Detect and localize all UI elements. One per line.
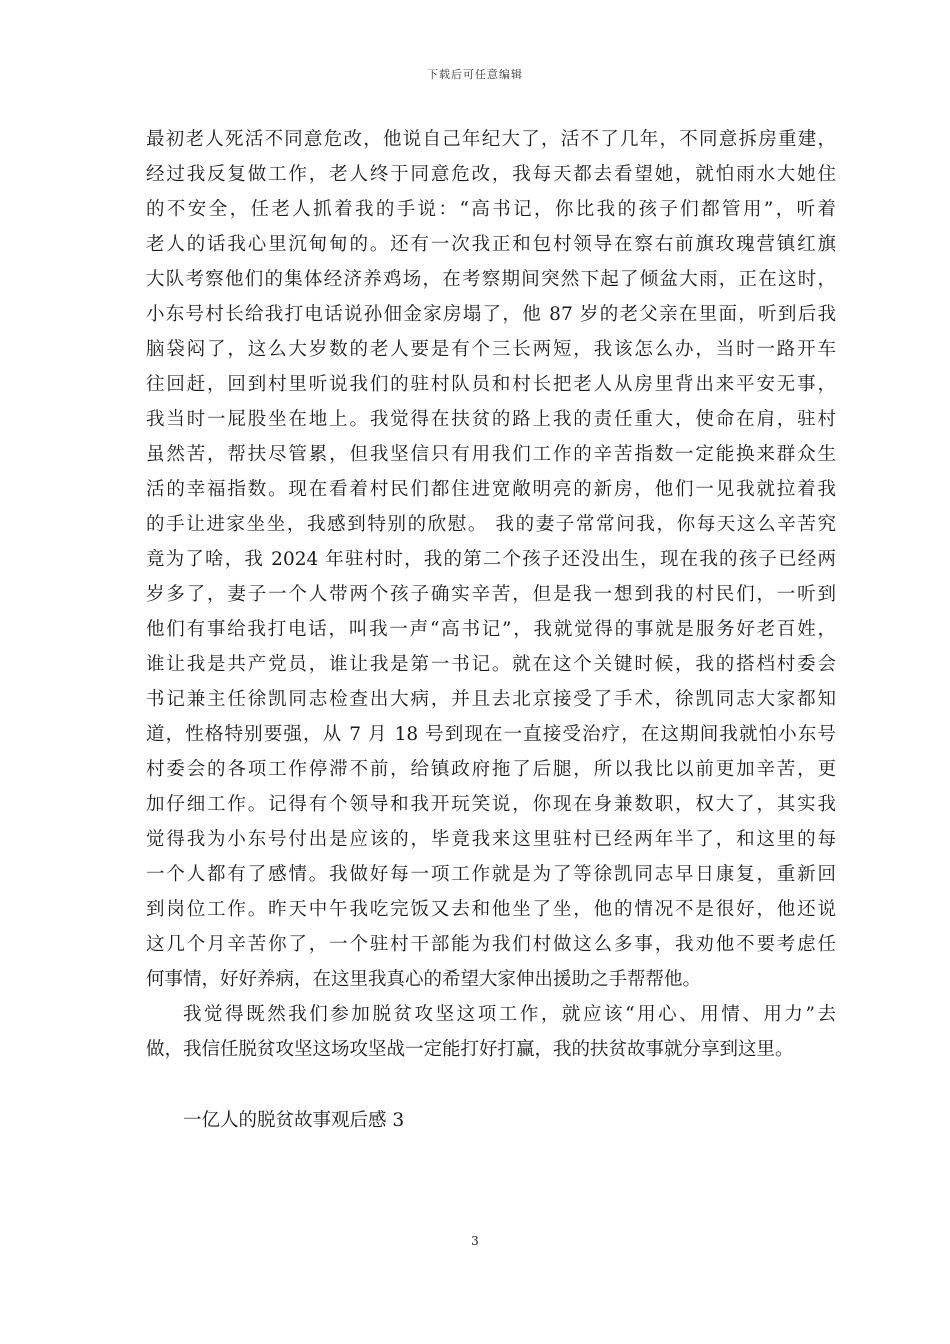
text-line: 何事情，好好养病，在这里我真心的希望大家伸出援助之手帮帮他。 [146,969,702,990]
text-line: 一个人都有了感情。我做好每一项工作就是为了等徐凯同志早日康复，重新回 [146,864,836,885]
paragraph-1 [146,122,836,997]
text-line: 虽然苦，帮扶尽管累，但我坚信只有用我们工作的辛苦指数一定能换来群众生 [146,444,836,465]
page-header: 下载后可任意编辑 [427,68,523,81]
text-line: 小东号村长给我打电话说孙佃金家房塌了，他 87 岁的老父亲在里面，听到后我 [146,304,836,325]
text-line: 道，性格特别要强，从 7 月 18 号到现在一直接受治疗，在这期间我就怕小东号 [146,724,836,745]
text-line: 的手让进家坐坐，我感到特别的欣慰。 我的妻子常常问我，你每天这么辛苦究 [146,514,836,535]
text-line: 经过我反复做工作，老人终于同意危改，我每天都去看望她，就怕雨水大她住 [146,164,836,185]
text-line: 最初老人死活不同意危改，他说自己年纪大了，活不了几年，不同意拆房重建， [146,129,836,150]
section-subtitle: 一亿人的脱贫故事观后感 3 [183,1110,405,1131]
text-line: 竟为了啥，我 2024 年驻村时，我的第二个孩子还没出生，现在我的孩子已经两 [146,549,836,570]
page-number: 3 [471,1234,479,1248]
paragraph-spacer [146,1067,836,1103]
text-line: 村委会的各项工作停滞不前，给镇政府拖了后腿，所以我比以前更加辛苦，更 [146,759,836,780]
text-line: 活的幸福指数。现在看着村民们都住进宽敞明亮的新房，他们一见我就拉着我 [146,479,836,500]
document-body [146,122,836,1138]
text-line: 到岗位工作。昨天中午我吃完饭又去和他坐了坐，他的情况不是很好，他还说 [146,899,836,920]
text-line: 岁多了，妻子一个人带两个孩子确实辛苦，但是我一想到我的村民们，一听到 [146,584,836,605]
text-line: 做，我信任脱贫攻坚这场攻坚战一定能打好打赢，我的扶贫故事就分享到这里。 [146,1039,794,1060]
text-line: 书记兼主任徐凯同志检查出大病，并且去北京接受了手术，徐凯同志大家都知 [146,689,836,710]
text-line: 我觉得既然我们参加脱贫攻坚这项工作，就应该“用心、用情、用力”去 [183,1004,836,1025]
text-line: 老人的话我心里沉甸甸的。还有一次我正和包村领导在察右前旗玫瑰营镇红旗 [146,234,836,255]
text-line: 脑袋闷了，这么大岁数的老人要是有个三长两短，我该怎么办，当时一路开车 [146,339,836,360]
text-line: 谁让我是共产党员，谁让我是第一书记。就在这个关键时候，我的搭档村委会 [146,654,836,675]
text-line: 大队考察他们的集体经济养鸡场，在考察期间突然下起了倾盆大雨，正在这时， [146,269,836,290]
text-line: 他们有事给我打电话，叫我一声“高书记”，我就觉得的事就是服务好老百姓， [146,619,836,640]
text-line: 这几个月辛苦你了，一个驻村干部能为我们村做这么多事，我劝他不要考虑任 [146,934,836,955]
text-line: 我当时一屁股坐在地上。我觉得在扶贫的路上我的责任重大，使命在肩，驻村 [146,409,836,430]
text-line: 觉得我为小东号付出是应该的，毕竟我来这里驻村已经两年半了，和这里的每 [146,829,836,850]
text-line: 往回赶，回到村里听说我们的驻村队员和村长把老人从房里背出来平安无事， [146,374,836,395]
paragraph-2 [146,997,836,1067]
text-line: 的不安全，任老人抓着我的手说：“高书记，你比我的孩子们都管用”，听着 [146,199,836,220]
text-line: 加仔细工作。记得有个领导和我开玩笑说，你现在身兼数职，权大了，其实我 [146,794,836,815]
